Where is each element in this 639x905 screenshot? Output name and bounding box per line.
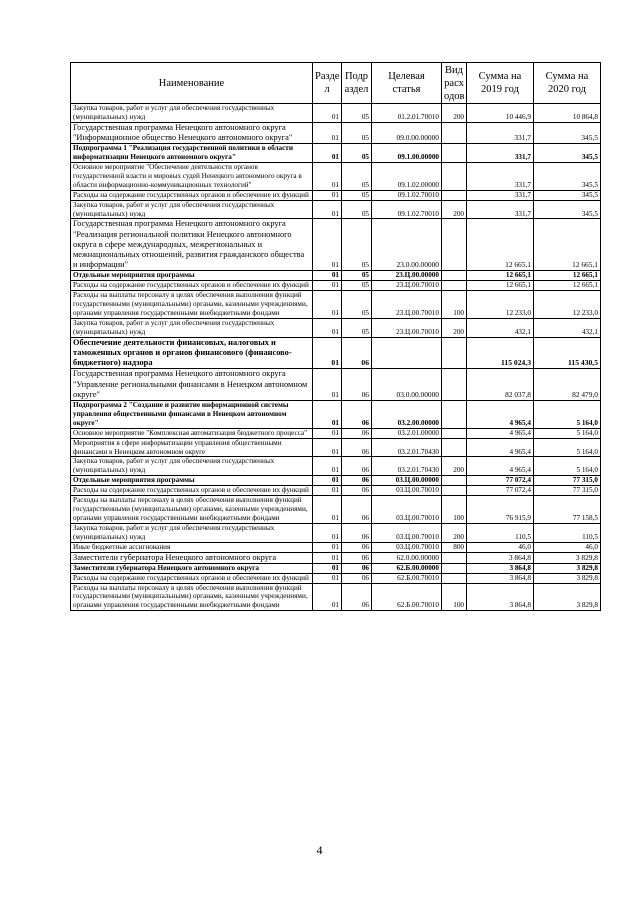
row-expense-type: 200: [442, 319, 467, 338]
row-sum-2019: 331,7: [467, 190, 534, 200]
row-section: 01: [313, 486, 342, 496]
row-section: 01: [313, 438, 342, 457]
row-sum-2019: 3 864,8: [467, 552, 534, 563]
row-sum-2019: 12 665,1: [467, 271, 534, 281]
row-section: 01: [313, 190, 342, 200]
row-name: Расходы на содержание государственных органов и обеспечение их функций: [71, 281, 313, 291]
row-target-code: 23.0.00.00000: [372, 219, 442, 271]
row-sum-2020: 46,0: [534, 542, 601, 552]
row-sum-2020: 432,1: [534, 319, 601, 338]
row-sum-2019: 432,1: [467, 319, 534, 338]
row-sum-2019: 12 233,0: [467, 291, 534, 319]
row-name: Закупка товаров, работ и услуг для обеспечения государственных (муниципальных) нужд: [71, 523, 313, 542]
table-row: [71, 369, 601, 401]
row-sum-2020: 77 315,0: [534, 476, 601, 486]
row-expense-type: [442, 573, 467, 583]
row-sum-2019: 331,7: [467, 122, 534, 143]
row-name: Расходы на выплаты персоналу в целях обеспечения выполнения функций государственными (муниципальными) органами, казенными учреждениями, органами управления государственными внебюджетными фондами: [71, 291, 313, 319]
row-target-code: 03.Ц.00.70010: [372, 523, 442, 542]
row-sum-2019: 331,7: [467, 144, 534, 163]
row-target-code: 23.Ц.00.70010: [372, 291, 442, 319]
row-subsection: 05: [342, 319, 372, 338]
row-section: 01: [313, 583, 342, 611]
table-row: [71, 190, 601, 200]
row-target-code: 23.Ц.00.70010: [372, 281, 442, 291]
row-section: 01: [313, 476, 342, 486]
row-sum-2020: 12 665,1: [534, 271, 601, 281]
row-sum-2020: 5 164,0: [534, 401, 601, 429]
row-sum-2020: 3 829,8: [534, 552, 601, 563]
table-row: [71, 457, 601, 476]
row-subsection: 06: [342, 428, 372, 438]
budget-table: [70, 62, 601, 611]
row-section: 01: [313, 523, 342, 542]
row-sum-2019: 82 037,8: [467, 369, 534, 401]
row-name: Расходы на содержание государственных органов и обеспечение их функций: [71, 573, 313, 583]
row-name: Закупка товаров, работ и услуг для обеспечения государственных (муниципальных) нужд: [71, 319, 313, 338]
row-target-code: 62.Б.00.00000: [372, 563, 442, 573]
row-expense-type: [442, 337, 467, 369]
row-sum-2019: 76 915,9: [467, 496, 534, 524]
row-name: Основное мероприятие "Обеспечение деятельности органов государственной власти и мировых судей Ненецкого автономного округа в области информационно-коммуникационных технологий": [71, 163, 313, 191]
row-subsection: 06: [342, 552, 372, 563]
row-expense-type: [442, 219, 467, 271]
row-sum-2019: 3 864,8: [467, 563, 534, 573]
header-sum-2020: Сумма на 2020 год: [534, 63, 601, 104]
table-row: [71, 291, 601, 319]
row-expense-type: 800: [442, 542, 467, 552]
table-row: [71, 122, 601, 143]
row-sum-2020: 345,5: [534, 200, 601, 219]
row-expense-type: [442, 190, 467, 200]
row-subsection: 06: [342, 563, 372, 573]
row-sum-2020: 345,5: [534, 144, 601, 163]
table-row: [71, 104, 601, 123]
row-sum-2020: 12 665,1: [534, 219, 601, 271]
row-sum-2019: 4 965,4: [467, 428, 534, 438]
row-section: 01: [313, 457, 342, 476]
row-section: 01: [313, 281, 342, 291]
row-name: Закупка товаров, работ и услуг для обеспечения государственных (муниципальных) нужд: [71, 200, 313, 219]
row-name: Расходы на содержание государственных органов и обеспечение их функций: [71, 190, 313, 200]
row-target-code: 03.Ц.00.70010: [372, 542, 442, 552]
row-sum-2020: 345,5: [534, 163, 601, 191]
row-expense-type: 200: [442, 457, 467, 476]
row-section: 01: [313, 369, 342, 401]
table-row: [71, 144, 601, 163]
row-target-code: 23.Ц.00.70010: [372, 319, 442, 338]
row-expense-type: [442, 552, 467, 563]
budget-table-page: [70, 62, 600, 611]
row-target-code: 03.2.00.00000: [372, 401, 442, 429]
row-sum-2020: 3 829,8: [534, 583, 601, 611]
row-target-code: 03.2.01.00000: [372, 428, 442, 438]
row-subsection: 05: [342, 104, 372, 123]
row-sum-2020: 5 164,0: [534, 457, 601, 476]
row-target-code: 09.1.02.70010: [372, 200, 442, 219]
row-section: 01: [313, 291, 342, 319]
row-name: Государственная программа Ненецкого автономного округа "Информационное общество Ненецкого автономного округа": [71, 122, 313, 143]
row-subsection: 05: [342, 122, 372, 143]
row-expense-type: [442, 486, 467, 496]
row-target-code: 62.Б.00.70010: [372, 583, 442, 611]
row-sum-2019: 12 665,1: [467, 281, 534, 291]
row-expense-type: [442, 163, 467, 191]
row-expense-type: [442, 476, 467, 486]
table-row: [71, 401, 601, 429]
row-sum-2020: 3 829,8: [534, 563, 601, 573]
row-name: Расходы на выплаты персоналу в целях обеспечения выполнения функций государственными (муниципальными) органами, казенными учреждениями, органами управления государственными внебюджетными фондами: [71, 496, 313, 524]
row-subsection: 05: [342, 281, 372, 291]
row-sum-2020: 10 864,8: [534, 104, 601, 123]
row-name: Отдельные мероприятия программы: [71, 476, 313, 486]
row-section: 01: [313, 496, 342, 524]
row-section: 01: [313, 573, 342, 583]
row-subsection: 05: [342, 190, 372, 200]
row-section: 01: [313, 552, 342, 563]
row-sum-2019: 77 072,4: [467, 476, 534, 486]
row-name: Иные бюджетные ассигнования: [71, 542, 313, 552]
row-sum-2020: 5 164,0: [534, 438, 601, 457]
table-body: [71, 104, 601, 611]
row-subsection: 05: [342, 219, 372, 271]
row-expense-type: 100: [442, 291, 467, 319]
row-expense-type: 200: [442, 104, 467, 123]
header-subsection: Подр аздел: [342, 63, 372, 104]
row-name: Государственная программа Ненецкого автономного округа "Реализация региональной политики Ненецкого автономного округа в сфере международных, межрегиональных и межнациональных отношений, развития гражданского общества и информации": [71, 219, 313, 271]
table-row: [71, 476, 601, 486]
row-section: 01: [313, 337, 342, 369]
table-row: [71, 523, 601, 542]
row-section: 01: [313, 271, 342, 281]
row-target-code: [372, 337, 442, 369]
row-name: Обеспечение деятельности финансовых, налоговых и таможенных органов и органов финансового (финансово-бюджетного) надзора: [71, 337, 313, 369]
row-sum-2020: 77 158,5: [534, 496, 601, 524]
page-number: 4: [316, 843, 323, 857]
table-row: [71, 337, 601, 369]
table-row: [71, 542, 601, 552]
row-section: 01: [313, 542, 342, 552]
row-subsection: 06: [342, 369, 372, 401]
table-row: [71, 552, 601, 563]
header-sum-2019: Сумма на 2019 год: [467, 63, 534, 104]
table-row: [71, 219, 601, 271]
row-sum-2019: 4 965,4: [467, 438, 534, 457]
row-target-code: 09.0.00.00000: [372, 122, 442, 143]
table-row: [71, 271, 601, 281]
row-expense-type: 200: [442, 523, 467, 542]
row-sum-2020: 345,5: [534, 190, 601, 200]
table-row: [71, 200, 601, 219]
row-section: 01: [313, 563, 342, 573]
row-section: 01: [313, 319, 342, 338]
row-sum-2020: 12 233,0: [534, 291, 601, 319]
row-expense-type: 100: [442, 583, 467, 611]
row-target-code: 03.Ц.00.70010: [372, 486, 442, 496]
row-section: 01: [313, 104, 342, 123]
table-row: [71, 573, 601, 583]
row-subsection: 05: [342, 291, 372, 319]
row-sum-2019: 4 965,4: [467, 457, 534, 476]
row-subsection: 06: [342, 542, 372, 552]
row-subsection: 06: [342, 573, 372, 583]
row-target-code: 09.1.02.00000: [372, 163, 442, 191]
row-target-code: 03.Ц.00.00000: [372, 476, 442, 486]
table-row: [71, 428, 601, 438]
row-expense-type: [442, 428, 467, 438]
row-name: Подпрограмма 2 "Создание и развитие информационной системы управления общественными финансами в Ненецком автономном округе": [71, 401, 313, 429]
row-target-code: 03.2.01.70430: [372, 438, 442, 457]
row-name: Заместители губернатора Ненецкого автономного округа: [71, 563, 313, 573]
row-section: 01: [313, 163, 342, 191]
header-expense-type: Вид расх одов: [442, 63, 467, 104]
row-target-code: 03.0.00.00000: [372, 369, 442, 401]
row-sum-2019: 331,7: [467, 163, 534, 191]
row-expense-type: 100: [442, 496, 467, 524]
row-expense-type: [442, 438, 467, 457]
row-expense-type: [442, 281, 467, 291]
row-sum-2020: 110,5: [534, 523, 601, 542]
row-sum-2020: 3 829,8: [534, 573, 601, 583]
row-section: 01: [313, 144, 342, 163]
row-subsection: 06: [342, 523, 372, 542]
row-subsection: 06: [342, 496, 372, 524]
row-section: 01: [313, 200, 342, 219]
row-sum-2020: 115 430,5: [534, 337, 601, 369]
row-subsection: 05: [342, 144, 372, 163]
row-sum-2020: 345,5: [534, 122, 601, 143]
row-sum-2019: 331,7: [467, 200, 534, 219]
row-name: Отдельные мероприятия программы: [71, 271, 313, 281]
row-name: Заместители губернатора Ненецкого автономного округа: [71, 552, 313, 563]
table-row: [71, 583, 601, 611]
row-name: Расходы на содержание государственных органов и обеспечение их функций: [71, 486, 313, 496]
row-expense-type: [442, 144, 467, 163]
row-target-code: 03.Ц.00.70010: [372, 496, 442, 524]
row-expense-type: [442, 401, 467, 429]
row-section: 01: [313, 219, 342, 271]
row-sum-2019: 115 024,3: [467, 337, 534, 369]
row-target-code: 62.0.00.00000: [372, 552, 442, 563]
row-subsection: 06: [342, 337, 372, 369]
row-sum-2019: 3 864,8: [467, 583, 534, 611]
header-name: Наименование: [71, 63, 313, 104]
row-name: Закупка товаров, работ и услуг для обеспечения государственных (муниципальных) нужд: [71, 104, 313, 123]
row-subsection: 06: [342, 486, 372, 496]
table-row: [71, 281, 601, 291]
row-target-code: 09.1.00.00000: [372, 144, 442, 163]
row-sum-2020: 12 665,1: [534, 281, 601, 291]
table-row: [71, 486, 601, 496]
row-name: Основное мероприятие "Комплексная автоматизация бюджетного процесса": [71, 428, 313, 438]
table-row: [71, 319, 601, 338]
row-subsection: 05: [342, 163, 372, 191]
row-name: Закупка товаров, работ и услуг для обеспечения государственных (муниципальных) нужд: [71, 457, 313, 476]
row-sum-2019: 46,0: [467, 542, 534, 552]
row-target-code: 62.Б.00.70010: [372, 573, 442, 583]
row-subsection: 06: [342, 457, 372, 476]
table-row: [71, 163, 601, 191]
row-subsection: 05: [342, 200, 372, 219]
row-target-code: 03.2.01.70430: [372, 457, 442, 476]
row-sum-2019: 3 864,8: [467, 573, 534, 583]
row-section: 01: [313, 401, 342, 429]
row-expense-type: [442, 369, 467, 401]
row-sum-2020: 5 164,0: [534, 428, 601, 438]
table-row: [71, 496, 601, 524]
row-sum-2019: 10 446,9: [467, 104, 534, 123]
row-expense-type: [442, 122, 467, 143]
row-subsection: 06: [342, 583, 372, 611]
table-row: [71, 563, 601, 573]
table-header-row: [71, 63, 601, 104]
row-expense-type: [442, 563, 467, 573]
row-section: 01: [313, 122, 342, 143]
row-name: Государственная программа Ненецкого автономного округа "Управление региональными финансами в Ненецком автономном округе": [71, 369, 313, 401]
row-subsection: 05: [342, 271, 372, 281]
row-name: Мероприятия в сфере информатизации управления общественными финансами в Ненецком автономном округе: [71, 438, 313, 457]
row-target-code: 23.Ц.00.00000: [372, 271, 442, 281]
header-target: Целевая статья: [372, 63, 442, 104]
row-subsection: 06: [342, 401, 372, 429]
row-sum-2019: 77 072,4: [467, 486, 534, 496]
row-target-code: 09.1.02.70010: [372, 190, 442, 200]
row-section: 01: [313, 428, 342, 438]
row-sum-2020: 82 479,0: [534, 369, 601, 401]
row-expense-type: 200: [442, 200, 467, 219]
row-name: Расходы на выплаты персоналу в целях обеспечения выполнения функций государственными (муниципальными) органами, казенными учреждениями, органами управления государственными внебюджетными фондами: [71, 583, 313, 611]
row-sum-2020: 77 315,0: [534, 486, 601, 496]
row-name: Подпрограмма 1 "Реализация государственной политики в области информатизации Ненецкого автономного округа": [71, 144, 313, 163]
header-section: Разде л: [313, 63, 342, 104]
row-sum-2019: 110,5: [467, 523, 534, 542]
table-row: [71, 438, 601, 457]
row-expense-type: [442, 271, 467, 281]
row-target-code: 01.2.01.70010: [372, 104, 442, 123]
row-subsection: 06: [342, 476, 372, 486]
row-sum-2019: 4 965,4: [467, 401, 534, 429]
row-subsection: 06: [342, 438, 372, 457]
row-sum-2019: 12 665,1: [467, 219, 534, 271]
